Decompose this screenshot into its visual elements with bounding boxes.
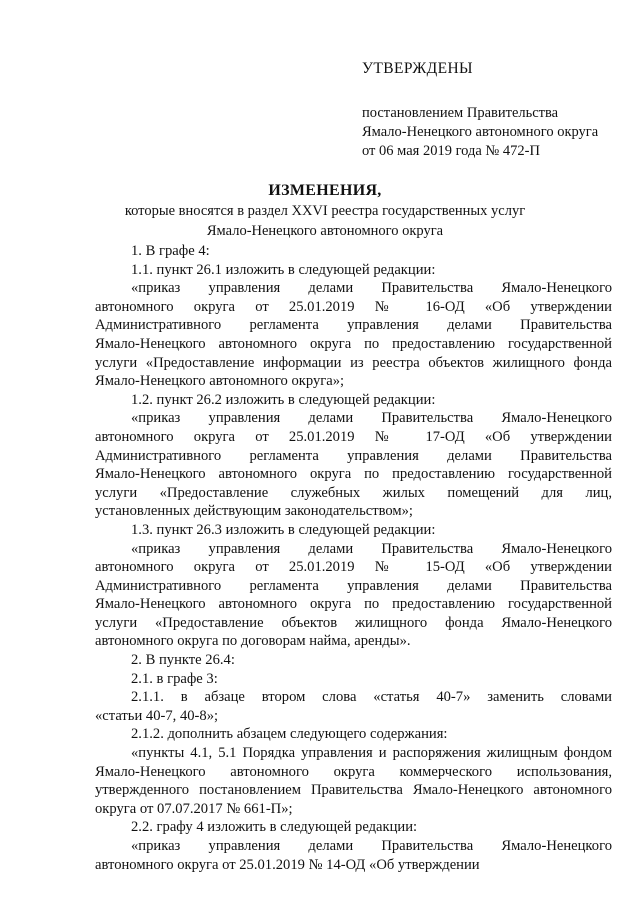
document-heading [90,181,560,241]
paragraph [95,279,612,391]
approval-line: постановлением Правительства [362,105,559,121]
paragraph-line: 1.2. пункт 26.2 изложить в следующей редакции: [131,391,436,408]
paragraph-line: Ямало-Ненецкого автономного округа»; [95,373,345,390]
paragraph-line: автономного округа от 25.01.2019 № 14-ОД «Об утверждении [95,856,480,873]
paragraph-line: автономного округа от 25.01.2019 № 16-ОД «Об утверждении [95,298,612,315]
paragraph-line: 2.1. в графе 3: [131,670,218,687]
paragraph-line: автономного округа от 25.01.2019 № 15-ОД «Об утверждении [95,559,612,576]
paragraph [95,725,612,744]
paragraph-line: 1.1. пункт 26.1 изложить в следующей редакции: [131,261,436,278]
paragraph-line: «приказ управления делами Правительства Ямало-Ненецкого [131,540,612,557]
paragraph-line: Ямало-Ненецкого автономного округа по предоставлению государственной [95,466,612,483]
paragraph-line: «статьи 40-7, 40-8»; [95,707,219,724]
paragraph-line: Административного регламента управления делами Правительства [95,317,612,334]
paragraph [95,818,612,837]
document-subtitle-line: которые вносятся в раздел XXVI реестра государственных услуг [124,203,526,219]
document-title: ИЗМЕНЕНИЯ, [268,182,382,199]
paragraph [95,651,612,670]
paragraph-line: Ямало-Ненецкого автономного округа по предоставлению государственной [95,335,612,352]
document-subtitle-line: Ямало-Ненецкого автономного округа [206,223,444,239]
paragraph-line: Административного регламента управления делами Правительства [95,577,612,594]
paragraph-line: автономного округа по договорам найма, аренды». [95,633,411,650]
paragraph-line: утвержденного постановлением Правительства Ямало-Ненецкого автономного [95,782,612,799]
paragraph [95,242,612,261]
approval-block [362,60,612,161]
paragraph-line: «пункты 4.1, 5.1 Порядка управления и распоряжения жилищным фондом [131,745,612,762]
paragraph [95,391,612,410]
paragraph-line: округа от 07.07.2017 № 661-П»; [95,800,293,817]
paragraph-line: 1. В графе 4: [131,243,210,259]
paragraph [95,688,612,725]
paragraph-line: Ямало-Ненецкого автономного округа по предоставлению государственной [95,596,612,613]
paragraph [95,670,612,689]
paragraph-line: 2. В пункте 26.4: [131,652,235,669]
paragraph [95,744,612,818]
paragraph-line: «приказ управления делами Правительства Ямало-Ненецкого [131,838,612,854]
paragraph-line: услуги «Предоставление информации из реестра объектов жилищного фонда [95,354,612,371]
paragraph-line: 2.1.2. дополнить абзацем следующего содержания: [131,726,448,743]
paragraph-line: 2.1.1. в абзаце втором слова «статья 40-7» заменить словами [131,689,612,706]
paragraph-line: автономного округа от 25.01.2019 № 17-ОД «Об утверждении [95,428,612,445]
paragraph [95,540,612,652]
paragraph-line: 2.2. графу 4 изложить в следующей редакции: [131,819,418,836]
approval-line: Ямало-Ненецкого автономного округа [362,124,599,140]
paragraph [95,837,612,874]
paragraph-line: 1.3. пункт 26.3 изложить в следующей редакции: [131,521,436,538]
paragraph-line: «приказ управления делами Правительства Ямало-Ненецкого [131,410,612,427]
paragraph-line: «приказ управления делами Правительства Ямало-Ненецкого [131,280,612,297]
paragraph-line: услуги «Предоставление объектов жилищного фонда Ямало-Ненецкого [95,614,612,631]
paragraph [95,409,612,521]
paragraph-line: Административного регламента управления делами Правительства [95,447,612,464]
paragraph [95,261,612,280]
approval-title: УТВЕРЖДЕНЫ [362,60,473,77]
paragraph-line: услуги «Предоставление служебных жилых помещений для лиц, [95,484,612,501]
paragraph-line: установленных действующим законодательством»; [95,503,413,520]
document-body [95,242,612,874]
paragraph [95,521,612,540]
approval-line: от 06 мая 2019 года № 472-П [362,143,540,159]
paragraph-line: Ямало-Ненецкого автономного округа коммерческого использования, [95,763,612,780]
